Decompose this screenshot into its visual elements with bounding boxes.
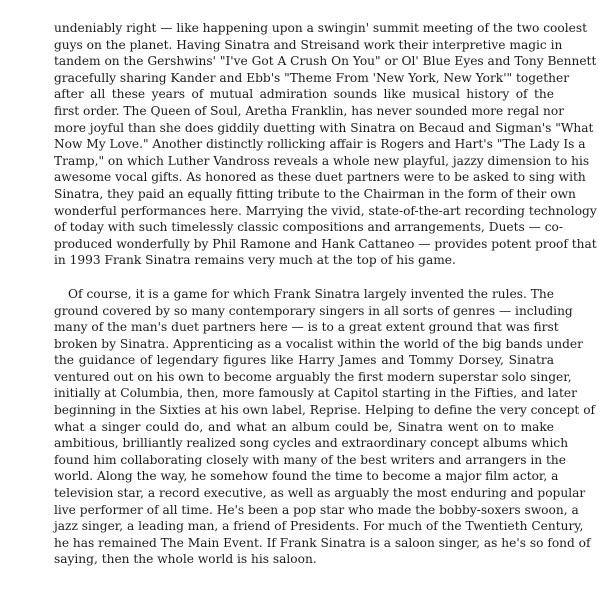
text-line: Now My Love." Another distinctly rollicking affair is Rogers and Hart's "The Lady Is a <box>54 137 586 152</box>
text-line: saying, then the whole world is his saloon. <box>54 552 317 567</box>
text-line: live performer of all time. He's been a pop star who made the bobby-soxers swoon, a <box>54 502 579 517</box>
text-line: initially at Columbia, then, more famously at Capitol starting in the Fifties, and later <box>54 386 577 401</box>
text-line: he has remained The Main Event. If Frank Sinatra is a saloon singer, as he's so fond of <box>54 535 591 550</box>
text-line: Of course, it is a game for which Frank Sinatra largely invented the rules. The <box>68 286 554 301</box>
paragraph-gap <box>54 269 554 286</box>
text-line: wonderful performances here. Marrying the vivid, state-of-the-art recording technology <box>54 203 597 218</box>
text-line: gracefully sharing Kander and Ebb's "Theme From 'New York, New York'" together <box>54 70 570 85</box>
text-line: broken by Sinatra. Apprenticing as a vocalist within the world of the big bands under <box>54 336 583 351</box>
paragraph-2 <box>54 286 596 568</box>
text-line: ambitious, brilliantly realized song cycles and extraordinary concept albums which <box>54 436 569 451</box>
text-line: of today with such timelessly classic compositions and arrangements, Duets — co- <box>54 220 564 235</box>
text-line: many of the man's duet partners here — is to a great extent ground that was first <box>54 320 559 335</box>
text-line: Sinatra, they paid an equally fitting tribute to the Chairman in the form of their own <box>54 186 576 201</box>
text-line: in 1993 Frank Sinatra remains very much at the top of his game. <box>54 253 456 268</box>
text-line: first order. The Queen of Soul, Aretha Franklin, has never sounded more regal nor <box>54 103 565 118</box>
text-line: Tramp," on which Luther Vandross reveals a whole new playful, jazzy dimension to his <box>54 153 590 168</box>
text-line: guys on the planet. Having Sinatra and Streisand work their interpretive magic in <box>54 37 563 52</box>
text-line: produced wonderfully by Phil Ramone and Hank Cattaneo — provides potent proof that <box>54 236 597 251</box>
text-line: undeniably right — like happening upon a swingin' summit meeting of the two coolest <box>54 21 587 35</box>
paragraph-1 <box>54 20 597 269</box>
text-line: more joyful than she does giddily duetting with Sinatra on Becaud and Sigman's "What <box>54 120 594 135</box>
text-line: ground covered by so many contemporary singers in all sorts of genres — including <box>54 303 573 318</box>
text-line: what a singer could do, and what an album could be, Sinatra went on to make <box>54 419 554 434</box>
text-line: world. Along the way, he somehow found the time to become a major film actor, a <box>54 469 559 484</box>
text-line: the guidance of legendary figures like Harry James and Tommy Dorsey, Sinatra <box>54 353 554 368</box>
text-line: after all these years of mutual admiration sounds like musical history of the <box>54 87 554 102</box>
text-line: television star, a record executive, as well as arguably the most enduring and popular <box>54 486 586 501</box>
text-line: jazz singer, a leading man, a friend of Presidents. For much of the Twentieth Century, <box>54 519 584 534</box>
text-line: tandem on the Gershwins' "I've Got A Crush On You" or Ol' Blue Eyes and Tony Bennett <box>54 54 597 69</box>
text-column <box>54 20 597 568</box>
text-line: beginning in the Sixties at his own label, Reprise. Helping to define the very concept of <box>54 403 596 418</box>
text-line: found him collaborating closely with many of the best writers and arrangers in the <box>54 452 566 467</box>
text-line: awesome vocal gifts. As honored as these duet partners were to be asked to sing with <box>54 170 586 185</box>
text-line: ventured out on his own to become arguably the first modern superstar solo singer, <box>54 369 572 384</box>
